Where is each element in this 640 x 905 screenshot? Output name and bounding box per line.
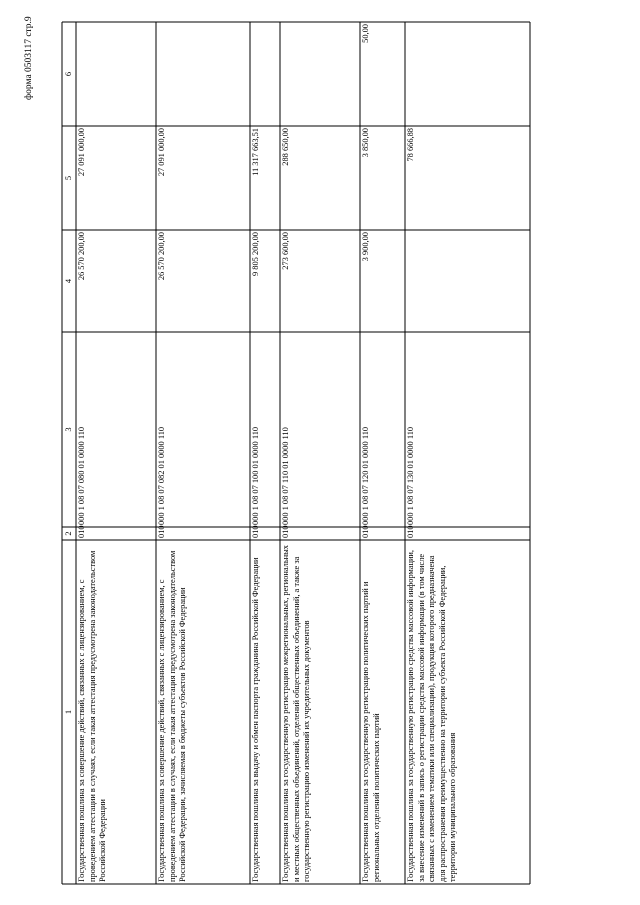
row-kbk-cell: 000 1 08 07 130 01 0000 110 bbox=[406, 426, 415, 525]
row-approved-cell: 3 900,00 bbox=[361, 232, 370, 262]
row-kbk-cell: 000 1 08 07 110 01 0000 110 bbox=[281, 427, 290, 525]
row-unexecuted-cell: 50,00 bbox=[361, 24, 370, 43]
column-number-header: 2 bbox=[64, 531, 73, 536]
row-approved-cell: 26 570 200,00 bbox=[157, 232, 166, 281]
row-kbk-cell: 000 1 08 07 080 01 0000 110 bbox=[77, 426, 86, 525]
row-executed-cell: 27 091 000,00 bbox=[157, 128, 166, 177]
row-executed-cell: 78 666,88 bbox=[406, 128, 415, 162]
row-name-cell: Государственная пошлина за совершение действий, связанных с лицензированием, с проведением аттестации в случаях, если такая аттестация предусмотрена законодательством Российской Федерации, зачисляемая в бюджеты субъектов Российской Федерации bbox=[157, 550, 188, 882]
row-line-code-cell: 010 bbox=[157, 525, 166, 538]
row-line-code-cell: 010 bbox=[251, 525, 260, 538]
form-code-text: форма 0503117 стр.9 bbox=[24, 16, 34, 100]
row-approved-cell: 26 570 200,00 bbox=[77, 232, 86, 281]
column-number-header: 3 bbox=[64, 427, 73, 432]
row-name-cell: Государственная пошлина за государственную регистрацию средства массовой информации, за внесение изменений в запись о регистрации средства массовой информации (в том числе связанных с изменением тематики или специализации), продукция которого предназначена для распространения преимущественно на территории субъекта Российской Федерации, территории муниципального образования bbox=[406, 549, 458, 882]
row-executed-cell: 288 650,00 bbox=[281, 128, 290, 166]
row-executed-cell: 3 850,00 bbox=[361, 128, 370, 158]
column-number-header: 6 bbox=[64, 71, 73, 77]
row-kbk-cell: 000 1 08 07 082 01 0000 110 bbox=[157, 426, 166, 525]
column-number-header: 5 bbox=[64, 175, 73, 181]
column-number-header: 4 bbox=[64, 278, 73, 284]
row-name-cell: Государственная пошлина за государственную регистрацию межрегиональных, региональных и местных общественных объединений, отделений общественных объединений, а также за государственную регистрацию изменений их учредительных документов bbox=[281, 545, 312, 882]
row-name-cell: Государственная пошлина за совершение действий, связанных с лицензированием, с проведением аттестации в случаях, если такая аттестация предусмотрена законодательством Российской Федерации bbox=[77, 550, 108, 882]
row-executed-cell: 11 317 663,51 bbox=[251, 128, 260, 176]
row-approved-cell: 273 600,00 bbox=[281, 232, 290, 270]
row-name-cell: Государственная пошлина за выдачу и обмен паспорта гражданина Российской Федерации bbox=[251, 557, 260, 882]
row-line-code-cell: 010 bbox=[406, 525, 415, 538]
row-kbk-cell: 000 1 08 07 100 01 0000 110 bbox=[251, 426, 260, 525]
row-executed-cell: 27 091 000,00 bbox=[77, 128, 86, 177]
row-kbk-cell: 000 1 08 07 120 01 0000 110 bbox=[361, 426, 370, 525]
row-line-code-cell: 010 bbox=[77, 525, 86, 538]
row-name-cell: Государственная пошлина за государственную регистрацию политических партий и региональных отделений политических партий bbox=[361, 581, 381, 882]
row-line-code-cell: 010 bbox=[361, 525, 370, 538]
row-line-code-cell: 010 bbox=[281, 525, 290, 538]
column-number-header: 1 bbox=[64, 709, 73, 715]
row-approved-cell: 9 805 200,00 bbox=[251, 232, 260, 276]
